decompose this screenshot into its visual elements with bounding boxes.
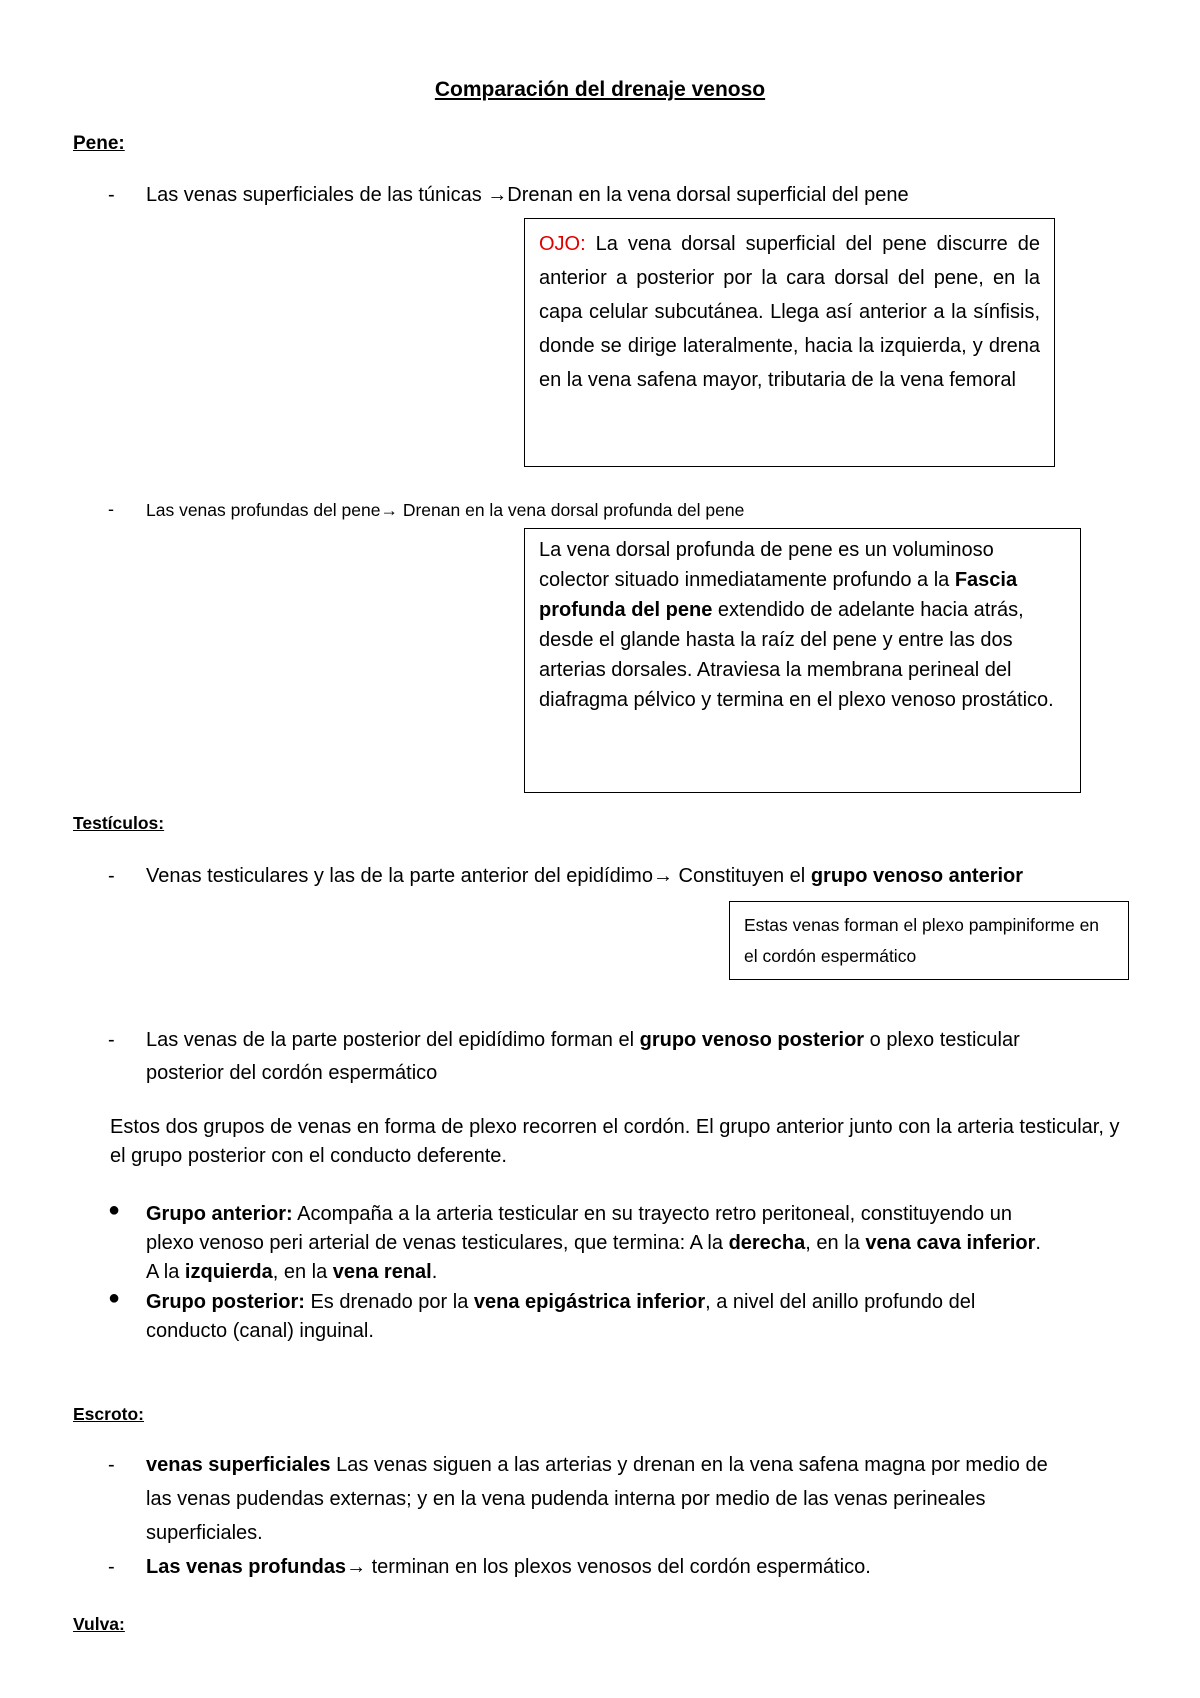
item2-text-a: Las venas de la parte posterior del epidídimo forman el [146, 1029, 635, 1051]
bullet-dot: ● [108, 1199, 121, 1221]
pene-item-superficial: Las venas superficiales de las túnicas →Drenan en la vena dorsal superficial del pene [146, 184, 909, 206]
item1-bold: grupo venoso anterior [810, 865, 1024, 887]
dash-bullet: - [108, 184, 115, 206]
escroto-item-superficiales-l2: las venas pudendas externas; y en la vena pudenda interna por medio de las venas perineales [146, 1488, 986, 1510]
dash-bullet: - [108, 499, 114, 519]
section-heading-escroto: Escroto: [73, 1404, 144, 1424]
ga-l2a: plexo venoso peri arterial de venas testiculares, que termina: A la [146, 1232, 723, 1254]
ga-l3b: , en la [272, 1261, 328, 1283]
grupo-posterior-line2: conducto (canal) inguinal. [146, 1320, 374, 1342]
pene-item-profunda: Las venas profundas del pene→ Drenan en la vena dorsal profunda del pene [146, 500, 745, 520]
ga-izquierda: izquierda [184, 1261, 273, 1283]
note2-text-b: extendido de adelante hacia atrás, desde el glande hasta la raíz del pene y entre las dos arterias dorsales. Atraviesa la membrana perineal del diafragma pélvico y termina en el plexo venoso prostático. [539, 599, 1054, 711]
note-box-pampiniforme: Estas venas forman el plexo pampiniforme en el cordón espermático [729, 901, 1129, 980]
ga-l2b: , en la [805, 1232, 860, 1254]
testiculos-item-anterior [146, 865, 1023, 888]
item1-text: Venas testiculares y las de la parte anterior del epidídimo→ Constituyen el [146, 865, 806, 887]
escroto-text2: → terminan en los plexos venosos del cordón espermático. [346, 1556, 871, 1578]
item2-text-b: o plexo testicular [869, 1029, 1020, 1051]
bullet-dot: ● [108, 1287, 121, 1309]
ojo-text: La vena dorsal superficial del pene discurre de anterior a posterior por la cara dorsal del pene, en la capa celular subcutánea. Llega así anterior a la sínfisis, donde se dirige lateralmente, hacia la izquierda, y drena en la vena safena mayor, tributaria de la vena femoral [539, 233, 1040, 391]
gp-bold: vena epigástrica inferior [473, 1291, 706, 1313]
escroto-text1: Las venas siguen a las arterias y drenan en la vena safena magna por medio de [336, 1454, 1048, 1476]
testiculos-item-posterior-cont: posterior del cordón espermático [146, 1062, 438, 1084]
escroto-item-superficiales-l3: superficiales. [146, 1522, 263, 1544]
dash-bullet: - [108, 865, 115, 887]
dash-bullet: - [108, 1029, 115, 1051]
dash-bullet: - [108, 1556, 115, 1578]
grupo-anterior-line3: A la izquierda, en la vena renal. [146, 1261, 438, 1283]
ga-l3a: A la [146, 1261, 180, 1283]
note-box-dorsal-profunda [524, 528, 1081, 793]
note-box-ojo [524, 218, 1055, 467]
ga-renal: vena renal [332, 1261, 432, 1283]
grupo-anterior-line2: plexo venoso peri arterial de venas testiculares, que termina: A la derecha, en la vena cava inferior. [146, 1232, 1041, 1254]
section-heading-vulva: Vulva: [73, 1614, 125, 1634]
item2-bold: grupo venoso posterior [639, 1029, 865, 1051]
escroto-item-superficiales [146, 1454, 1048, 1477]
page-title: Comparación del drenaje venoso [434, 78, 766, 101]
ga-derecha: derecha [728, 1232, 806, 1254]
ojo-label: OJO: [539, 233, 586, 255]
section-heading-pene: Pene: [73, 133, 125, 154]
gp-rest: , a nivel del anillo profundo del [705, 1291, 976, 1313]
escroto-bold1: venas superficiales [146, 1454, 331, 1476]
testiculos-item-posterior [146, 1029, 1020, 1052]
section-heading-testiculos: Testículos: [73, 813, 165, 833]
escroto-bold2: Las venas profundas [146, 1556, 347, 1578]
grupo-posterior-label: Grupo posterior: [146, 1291, 305, 1313]
grupo-posterior-line1 [146, 1291, 975, 1314]
note2-bold: Fascia profunda del pene [539, 569, 1018, 621]
gp-text: Es drenado por la [310, 1291, 469, 1313]
grupo-anterior-line1 [146, 1203, 1012, 1226]
testiculos-paragraph: Estos dos grupos de venas en forma de plexo recorren el cordón. El grupo anterior junto con la arteria testicular, y el grupo posterior con el conducto deferente. [110, 1116, 1120, 1167]
grupo-anterior-label: Grupo anterior: [146, 1203, 293, 1225]
ga-cava: vena cava inferior [865, 1232, 1036, 1254]
note2-text-a: La vena dorsal profunda de pene es un voluminoso colector situado inmediatamente profundo a la [539, 539, 994, 591]
escroto-item-profundas [146, 1556, 871, 1579]
dash-bullet: - [108, 1454, 115, 1476]
grupo-anterior-text: Acompaña a la arteria testicular en su trayecto retro peritoneal, constituyendo un [297, 1203, 1012, 1225]
